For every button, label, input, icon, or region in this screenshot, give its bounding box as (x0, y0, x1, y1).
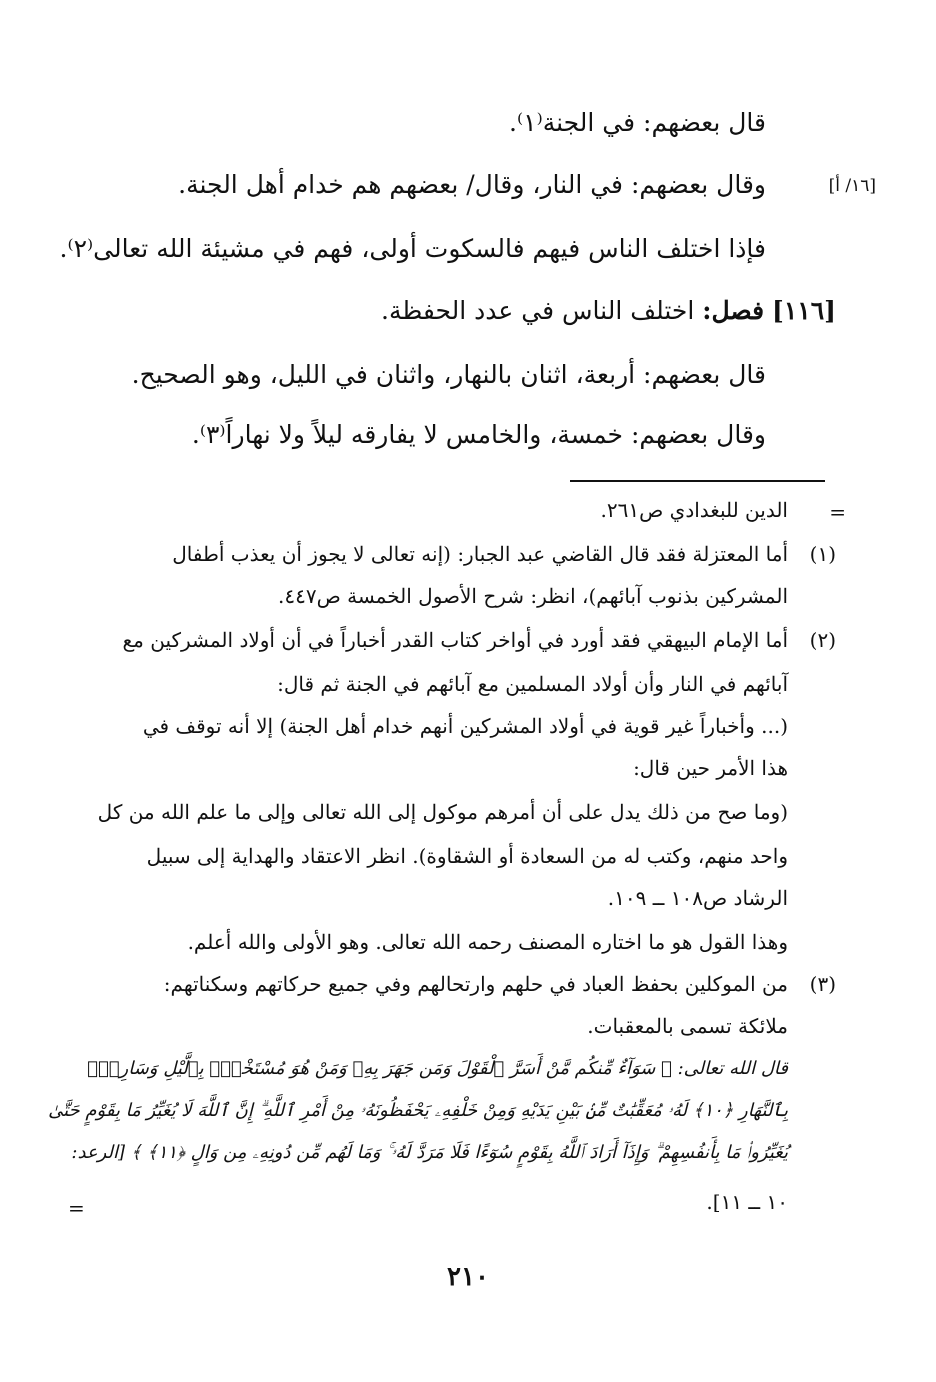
page-number: ٢١٠ (447, 1262, 489, 1292)
footnote-end-mark: = (68, 1196, 85, 1220)
footnote-2-number: (٢) (809, 628, 836, 652)
manuscript-folio-marker: [١٦/ أ] (828, 176, 876, 196)
footnote-1-line-2: المشركين بذنوب آبائهم)، انظر: شرح الأصول الخمسة ص٤٤٧. (277, 584, 788, 608)
section-number: [١١٦] (772, 296, 836, 325)
section-word: فصل: (702, 296, 765, 325)
continuation-mark: = (829, 500, 846, 524)
footnote-separator (570, 480, 825, 482)
footnote-3-line-2: ملائكة تسمى بالمعقبات. (587, 1014, 788, 1038)
footnote-3-quran-line-1: قال الله تعالى: ﴿ سَوَآءٌ مِّنكُم مَّنْ أَسَرَّ ٱلْقَوْلَ وَمَن جَهَرَ بِهِۦ وَمَنْ هُوَ مُسْتَخْفٍۭ بِٱلَّيْلِ وَسَارِبٌۢ (87, 1058, 788, 1079)
footnote-2-line-8: وهذا القول هو ما اختاره المصنف رحمه الله تعالى. وهو الأولى والله أعلم. (187, 930, 788, 954)
section-heading (381, 296, 836, 325)
main-line-5: قال بعضهم: أربعة، اثنان بالنهار، واثنان في الليل، وهو الصحيح. (131, 360, 766, 389)
footnote-1-line-1: أما المعتزلة فقد قال القاضي عبد الجبار: (إنه تعالى لا يجوز أن يعذب أطفال (172, 542, 788, 566)
footnote-3-quran-line-2: بِٱلنَّهَارِ ﴿١٠﴾ لَهُۥ مُعَقِّبَٰتٌ مِّنۢ بَيْنِ يَدَيْهِ وَمِنْ خَلْفِهِۦ يَحْفَظُونَهُۥ مِنْ أَمْرِ ٱللَّهِ ۗ إِنَّ ٱللَّهَ لَا يُغَيِّرُ مَا بِقَوْمٍ حَتَّىٰ (48, 1100, 788, 1121)
main-line-6: وقال بعضهم: خمسة، والخامس لا يفارقه ليلاً ولا نهاراً⁽٣⁾. (191, 420, 766, 449)
main-line-2: وقال بعضهم: في النار، وقال/ بعضهم هم خدام أهل الجنة. (178, 170, 766, 199)
main-line-1: قال بعضهم: في الجنة⁽١⁾. (509, 108, 766, 137)
footnote-2-line-5: (وما صح من ذلك يدل على أن أمرهم موكول إلى الله تعالى وإلى ما علم الله من كل (97, 800, 788, 824)
footnote-2-line-3: (... وأخباراً غير قوية في أولاد المشركين أنهم خدام أهل الجنة) إلا أنه توقف في (142, 714, 788, 738)
footnote-continuation: الدين للبغدادي ص٢٦١. (600, 498, 788, 522)
footnote-2-line-2: آبائهم في النار وأن أولاد المسلمين مع آبائهم في الجنة ثم قال: (277, 672, 788, 696)
footnote-3-line-6: ١٠ ــ ١١]. (706, 1190, 788, 1214)
main-line-3: فإذا اختلف الناس فيهم فالسكوت أولى، فهم في مشيئة الله تعالى⁽٢⁾. (59, 234, 766, 263)
footnote-2-line-7: الرشاد ص١٠٨ ــ ١٠٩. (607, 886, 788, 910)
footnote-2-line-6: واحد منهم، وكتب له من السعادة أو الشقاوة). انظر الاعتقاد والهداية إلى سبيل (146, 844, 788, 868)
footnote-3-line-1: من الموكلين بحفظ العباد في حلهم وارتحالهم وفي جميع حركاتهم وسكناتهم: (163, 972, 788, 996)
footnote-1-number: (١) (809, 542, 836, 566)
footnote-2-line-4: هذا الأمر حين قال: (633, 756, 788, 780)
footnote-2-line-1: أما الإمام البيهقي فقد أورد في أواخر كتاب القدر أخباراً في أن أولاد المشركين مع (122, 628, 788, 652)
footnote-3-quran-line-3: يُغَيِّرُوا۟ مَا بِأَنفُسِهِمْ ۗ وَإِذَآ أَرَادَ ٱللَّهُ بِقَوْمٍ سُوٓءًا فَلَا مَرَدَّ لَهُۥ ۚ وَمَا لَهُم مِّن دُونِهِۦ مِن وَالٍ ﴿١١﴾ ﴾ [الرعد: (71, 1142, 788, 1163)
section-text: اختلف الناس في عدد الحفظة. (381, 296, 695, 325)
footnote-3-number: (٣) (809, 972, 836, 996)
